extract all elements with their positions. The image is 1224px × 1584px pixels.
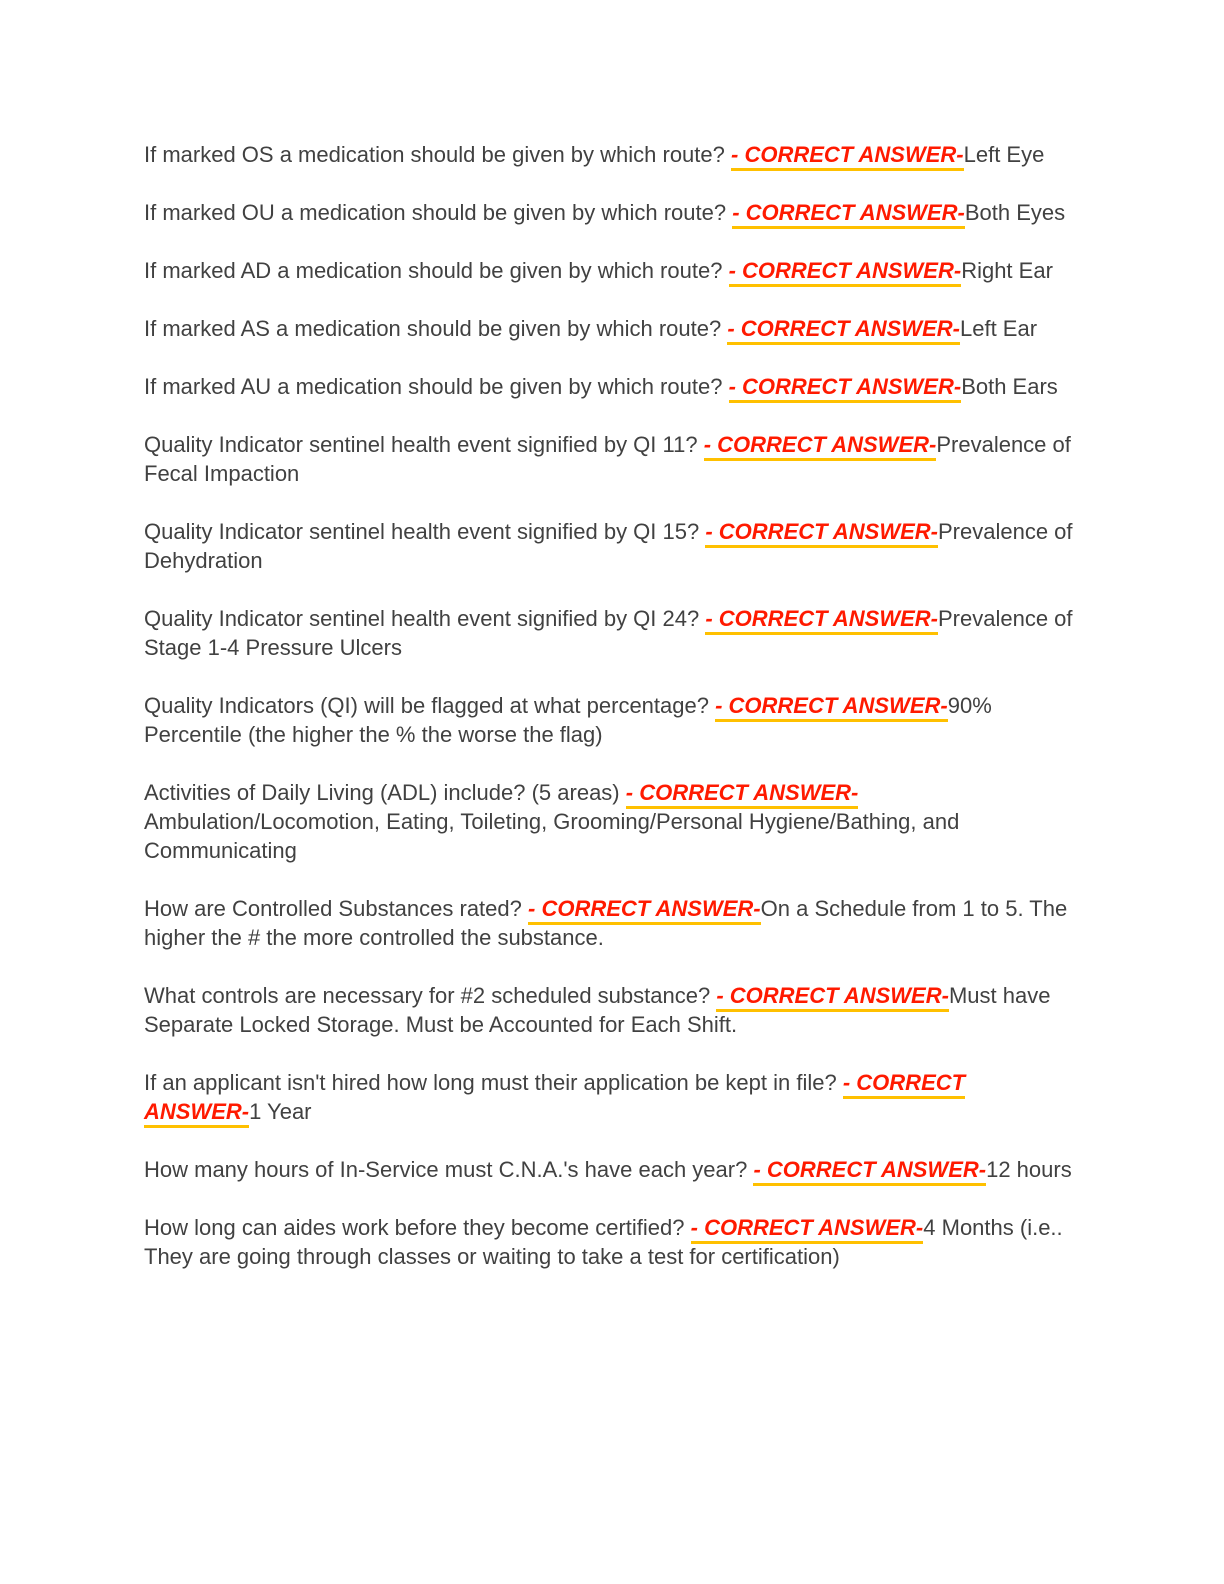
answer-text: Both Ears — [961, 374, 1058, 399]
question-text: Quality Indicator sentinel health event signified by QI 15? — [144, 519, 700, 544]
answer-text: Must have Separate Locked Storage. Must be Accounted for Each Shift. — [144, 983, 1051, 1037]
qa-item — [144, 1068, 1074, 1126]
correct-answer-marker: - CORRECT ANSWER- — [729, 258, 962, 287]
question-text: How long can aides work before they become certified? — [144, 1215, 685, 1240]
question-text: How are Controlled Substances rated? — [144, 896, 522, 921]
answer-text: Both Eyes — [964, 200, 1066, 225]
answer-text: Prevalence of Stage 1-4 Pressure Ulcers — [144, 606, 1073, 660]
answer-text: 4 Months (i.e.. They are going through classes or waiting to take a test for certification) — [144, 1215, 1063, 1269]
correct-answer-marker: - CORRECT ANSWER- — [753, 1157, 986, 1186]
qa-item — [144, 1213, 1074, 1271]
question-text: If marked AU a medication should be given by which route? — [144, 374, 723, 399]
answer-text: Ambulation/Locomotion, Eating, Toileting, Grooming/Personal Hygiene/Bathing, and Communicating — [144, 809, 960, 863]
qa-item — [144, 140, 1074, 169]
answer-text: Prevalence of Fecal Impaction — [144, 432, 1071, 486]
correct-answer-marker: - CORRECT ANSWER- — [705, 519, 938, 548]
answer-text: 1 Year — [249, 1099, 312, 1124]
correct-answer-marker: - CORRECT ANSWER- — [732, 200, 965, 229]
qa-item — [144, 517, 1074, 575]
qa-item — [144, 691, 1074, 749]
answer-text: Left Eye — [963, 142, 1045, 167]
answer-text: Left Ear — [959, 316, 1038, 341]
qa-item — [144, 981, 1074, 1039]
correct-answer-marker: - CORRECT ANSWER- — [727, 316, 960, 345]
correct-answer-marker: - CORRECT ANSWER- — [704, 432, 937, 461]
question-text: If an applicant isn't hired how long must their application be kept in file? — [144, 1070, 837, 1095]
correct-answer-marker: - CORRECT ANSWER- — [528, 896, 761, 925]
correct-answer-marker: - CORRECT ANSWER- — [715, 693, 948, 722]
answer-text: Right Ear — [961, 258, 1053, 283]
question-text: Activities of Daily Living (ADL) include? (5 areas) — [144, 780, 620, 805]
qa-item — [144, 198, 1074, 227]
document-body — [144, 0, 1074, 1271]
qa-item — [144, 256, 1074, 285]
qa-item — [144, 604, 1074, 662]
question-text: Quality Indicator sentinel health event signified by QI 11? — [144, 432, 698, 457]
question-text: If marked OS a medication should be given by which route? — [144, 142, 725, 167]
correct-answer-marker: - CORRECT ANSWER- — [144, 1070, 965, 1128]
correct-answer-marker: - CORRECT ANSWER- — [705, 606, 938, 635]
question-text: How many hours of In-Service must C.N.A.'s have each year? — [144, 1157, 748, 1182]
qa-item — [144, 778, 1074, 865]
question-text: If marked AS a medication should be given by which route? — [144, 316, 722, 341]
question-text: Quality Indicator sentinel health event signified by QI 24? — [144, 606, 700, 631]
answer-text: On a Schedule from 1 to 5. The higher the # the more controlled the substance. — [144, 896, 1068, 950]
question-text: What controls are necessary for #2 scheduled substance? — [144, 983, 711, 1008]
correct-answer-marker: - CORRECT ANSWER- — [716, 983, 949, 1012]
qa-item — [144, 372, 1074, 401]
correct-answer-marker: - CORRECT ANSWER- — [729, 374, 962, 403]
correct-answer-marker: - CORRECT ANSWER- — [731, 142, 964, 171]
qa-item — [144, 894, 1074, 952]
question-text: If marked AD a medication should be given by which route? — [144, 258, 723, 283]
qa-item — [144, 1155, 1074, 1184]
correct-answer-marker: - CORRECT ANSWER- — [626, 780, 859, 809]
qa-item — [144, 430, 1074, 488]
correct-answer-marker: - CORRECT ANSWER- — [691, 1215, 924, 1244]
answer-text: 12 hours — [986, 1157, 1072, 1182]
qa-item — [144, 314, 1074, 343]
question-text: If marked OU a medication should be given by which route? — [144, 200, 727, 225]
answer-text: Prevalence of Dehydration — [144, 519, 1073, 573]
answer-text: 90% Percentile (the higher the % the worse the flag) — [144, 693, 992, 747]
question-text: Quality Indicators (QI) will be flagged at what percentage? — [144, 693, 709, 718]
